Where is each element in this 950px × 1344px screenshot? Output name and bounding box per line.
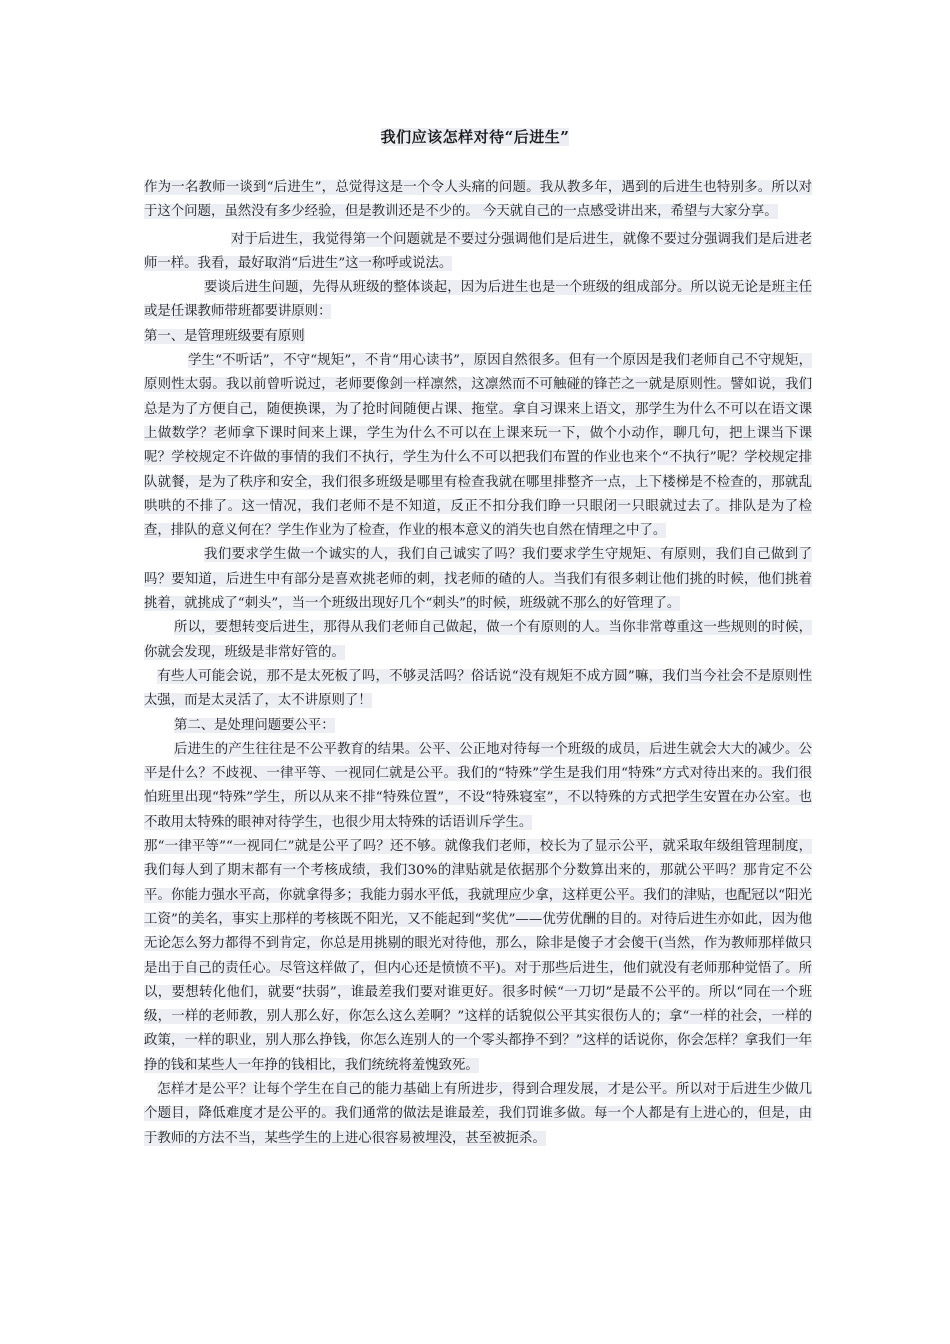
paragraph-intro (144, 176, 812, 225)
document-title-text: 我们应该怎样对待“后进生” (380, 128, 570, 146)
paragraph-text: 怎样才是公平？让每个学生在自己的能力基础上有所进步，得到合理发展，才是公平。所以对于后进生少做几个题目，降低难度才是公平的。我们通常的做法是谁最差，我们罚谁多做。每一个人都是有上进心的，但是，由于教师的方法不当，某些学生的上进心很容易被埋没，甚至被扼杀。 (144, 1081, 812, 1146)
paragraph-text: 有些人可能会说，那不是太死板了吗，不够灵活吗？俗话说“没有规矩不成方圆”嘛，我们当今社会不是原则性太强，而是太灵活了，太不讲原则了！ (144, 668, 812, 709)
paragraph-principles (144, 349, 812, 543)
paragraph-text: 学生“不听话”，不守“规矩”，不肯“用心读书”，原因自然很多。但有一个原因是我们老师自己不守规矩，原则性太弱。我以前曾听说过，老师要像剑一样凛然，这凛然而不可触碰的锋芒之一就是原则性。譬如说，我们总是为了方便自己，随便换课，为了抢时间随便占课、拖堂。拿自习课来上语文，那学生为什么不可以在语文课上做数学？老师拿下课时间来上课，学生为什么不可以在上课来玩一下，做个小动作，聊几句，把上课当下课呢？学校规定不许做的事情的我们不执行，学生为什么不可以把我们布置的作业也来个“不执行”呢？学校规定排队就餐，是为了秩序和安全，我们很多班级是哪里有检查我就在哪里排整齐一点，上下楼梯是不检查的，那就乱哄哄的不排了。这一情况，我们老师不是不知道，反正不扣分我们睁一只眼闭一只眼就过去了。排队是为了检查，排队的意义何在？学生作业为了检查，作业的根本意义的消失也自然在情理之中了。 (144, 353, 812, 539)
paragraph-what-is-fair (144, 1078, 812, 1151)
paragraph-rules (144, 665, 812, 714)
document-title (0, 126, 950, 147)
paragraph-fairness (144, 738, 812, 835)
paragraph-text: 所以，要想转变后进生，那得从我们老师自己做起，做一个有原则的人。当你非常尊重这一些规则的时候，你就会发现，班级是非常好管的。 (144, 620, 812, 660)
section-heading-2 (144, 714, 812, 738)
paragraph-equality (144, 835, 812, 1078)
paragraph-text: 作为一名教师一谈到“后进生”，总觉得这是一个令人头痛的问题。我从教多年，遇到的后进生也特别多。所以对于这个问题，虽然没有多少经验，但是教训还是不少的。 今天就自己的一点感受讲出来，希望与大家分享。 (144, 180, 812, 220)
paragraph-class-overview (144, 276, 812, 325)
paragraph-text: 对于后进生，我觉得第一个问题就是不要过分强调他们是后进生，就像不要过分强调我们是后进老师一样。我看，最好取消“后进生”这一称呼或说法。 (144, 231, 812, 271)
section-heading-text: 第二、是处理问题要公平： (174, 717, 335, 733)
section-heading-text: 第一、是管理班级要有原则 (144, 328, 305, 344)
paragraph-text: 后进生的产生往往是不公平教育的结果。公平、公正地对待每一个班级的成员，后进生就会大大的减少。公平是什么？不歧视、一律平等、一视同仁就是公平。我们的“特殊”学生是我们用“特殊”方式对待出来的。我们很怕班里出现“特殊”学生，所以从来不排“特殊位置”，不设“特殊寝室”，不以特殊的方式把学生安置在办公室。也不敢用太特殊的眼神对待学生，也很少用太特殊的话语训斥学生。 (144, 741, 812, 830)
paragraph-text: 要谈后进生问题，先得从班级的整体谈起，因为后进生也是一个班级的组成部分。所以说无论是班主任或是任课教师带班都要讲原则： (144, 280, 812, 320)
paragraph-start-with-teachers (144, 616, 812, 665)
paragraph-honesty (144, 543, 812, 616)
paragraph-text: 我们要求学生做一个诚实的人，我们自己诚实了吗？我们要求学生守规矩、有原则，我们自己做到了吗？要知道，后进生中有部分是喜欢挑老师的刺，找老师的碴的人。当我们有很多刺让他们挑的时候，他们挑着挑着，就挑成了“刺头”，当一个班级出现好几个“刺头”的时候，班级就不那么的好管理了。 (144, 547, 812, 612)
paragraph-text: 那“一律平等”“一视同仁”就是公平了吗？还不够。就像我们老师，校长为了显示公平，就采取年级组管理制度，我们每人到了期末都有一个考核成绩，我们30%的津贴就是依据那个分数算出来的，那就公平吗？那肯定不公平。你能力强水平高，你就拿得多；我能力弱水平低，我就理应少拿，这样更公平。我们的津贴，也配冠以“阳光工资”的美名，事实上那样的考核既不阳光，又不能起到“奖优”——优劳优酬的目的。对待后进生亦如此，因为他无论怎么努力都得不到肯定，你总是用挑剔的眼光对待他，那么，除非是傻子才会傻干(当然，作为教师那样做只是出于自己的责任心。尽管这样做了，但内心还是愤愤不平)。对于那些后进生，他们就没有老师那种觉悟了。所以，要想转化他们，就要“扶弱”，谁最差我们要对谁更好。很多时候“一刀切”是最不公平的。所以“同在一个班级，一样的老师教，别人那么好，你怎么这么差啊？”这样的话貌似公平其实很伤人的；拿“一样的社会，一样的政策，一样的职业，别人那么挣钱，你怎么连别人的一个零头都挣不到？”这样的话说你，你会怎样？拿我们一年挣的钱和某些人一年挣的钱相比，我们统统将羞愧致死。 (144, 839, 812, 1073)
section-heading-1 (144, 325, 812, 349)
paragraph-naming (144, 228, 812, 277)
document-body (144, 176, 812, 1151)
